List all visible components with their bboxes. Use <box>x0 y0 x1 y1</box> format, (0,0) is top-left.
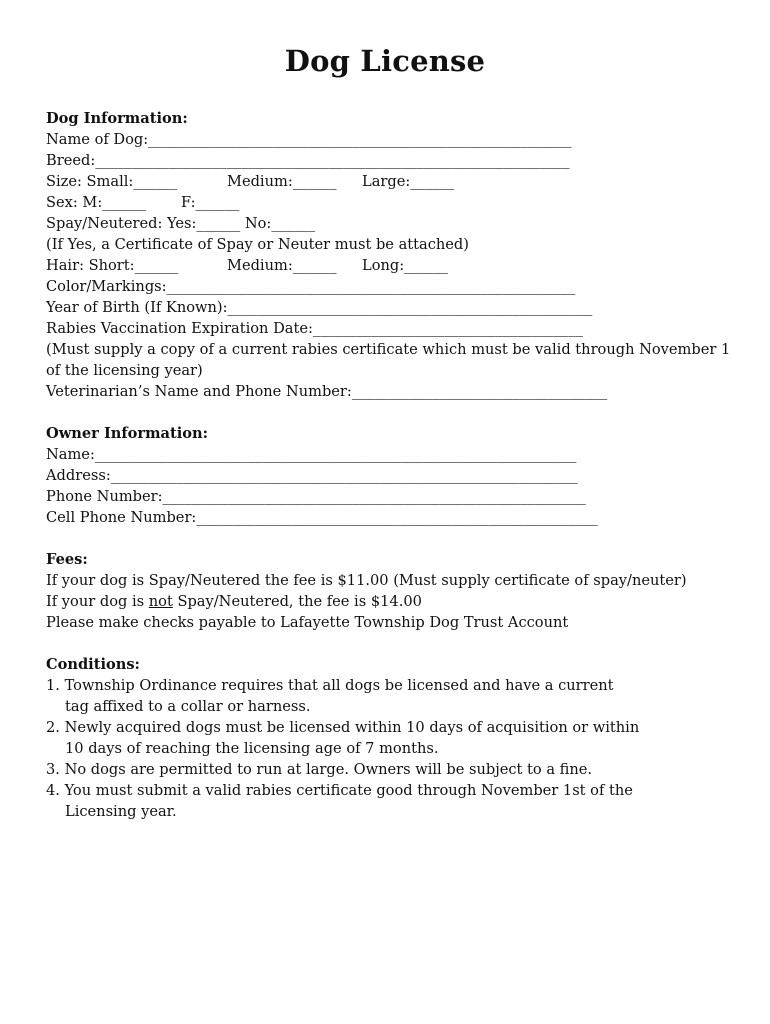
dog-name-field: Name of Dog:__________________________________________________________ <box>46 131 572 148</box>
owner-address-field: Address:________________________________________________________________ <box>46 467 578 484</box>
conditions-heading: Conditions: <box>46 656 140 673</box>
color-markings-field: Color/Markings:________________________________________________________ <box>46 278 576 295</box>
owner-name-field: Name:__________________________________________________________________ <box>46 446 577 463</box>
spay-note: (If Yes, a Certificate of Spay or Neuter must be attached) <box>46 236 469 253</box>
veterinarian-field: Veterinarian’s Name and Phone Number:___________________________________ <box>46 383 608 400</box>
condition-1-line-1: 1. Township Ordinance requires that all dogs be licensed and have a current <box>46 677 614 694</box>
condition-2-line-2: 10 days of reaching the licensing age of 7 months. <box>65 740 439 757</box>
size-large-field: Large:______ <box>362 173 455 190</box>
fee-line-suffix: Spay/Neutered, the fee is $14.00 <box>172 593 422 610</box>
rabies-note-line-1: (Must supply a copy of a current rabies certificate which must be valid through November 1 <box>46 341 731 358</box>
rabies-note-line-2: of the licensing year) <box>46 362 203 379</box>
owner-phone-field: Phone Number:__________________________________________________________ <box>46 488 586 505</box>
dog-info-heading: Dog Information: <box>46 110 188 127</box>
size-small-field: Size: Small:______ <box>46 173 178 190</box>
rabies-expiration-field: Rabies Vaccination Expiration Date:_____________________________________ <box>46 320 583 337</box>
size-medium-field: Medium:______ <box>227 173 337 190</box>
page-title: Dog License <box>284 44 486 78</box>
condition-3: 3. No dogs are permitted to run at large. Owners will be subject to a fine. <box>46 761 593 778</box>
sex-female-field: F:______ <box>181 194 240 211</box>
condition-1-line-2: tag affixed to a collar or harness. <box>65 698 311 715</box>
year-of-birth-field: Year of Birth (If Known):__________________________________________________ <box>46 299 593 316</box>
hair-medium-field: Medium:______ <box>227 257 337 274</box>
sex-male-field: Sex: M:______ <box>46 194 147 211</box>
spay-neutered-field: Spay/Neutered: Yes:______ No:______ <box>46 215 316 232</box>
condition-4-line-2: Licensing year. <box>65 803 177 820</box>
fee-line-prefix: If your dog is <box>46 593 149 610</box>
breed-field: Breed:_________________________________________________________________ <box>46 152 570 169</box>
fee-spayed-line: If your dog is Spay/Neutered the fee is $11.00 (Must supply certificate of spay/neuter) <box>46 572 687 589</box>
hair-field-row <box>46 256 666 276</box>
condition-2-line-1: 2. Newly acquired dogs must be licensed within 10 days of acquisition or within <box>46 719 640 736</box>
fee-not-spayed-line <box>46 592 422 612</box>
hair-short-field: Hair: Short:______ <box>46 257 179 274</box>
owner-cell-phone-field: Cell Phone Number:_______________________________________________________ <box>46 509 598 526</box>
fees-heading: Fees: <box>46 551 88 568</box>
checks-payable-line: Please make checks payable to Lafayette Township Dog Trust Account <box>46 614 569 631</box>
owner-info-heading: Owner Information: <box>46 425 208 442</box>
size-field-row <box>46 172 666 192</box>
hair-long-field: Long:______ <box>362 257 448 274</box>
sex-field-row <box>46 193 666 213</box>
condition-4-line-1: 4. You must submit a valid rabies certificate good through November 1st of the <box>46 782 633 799</box>
not-emphasis: not <box>148 593 173 610</box>
